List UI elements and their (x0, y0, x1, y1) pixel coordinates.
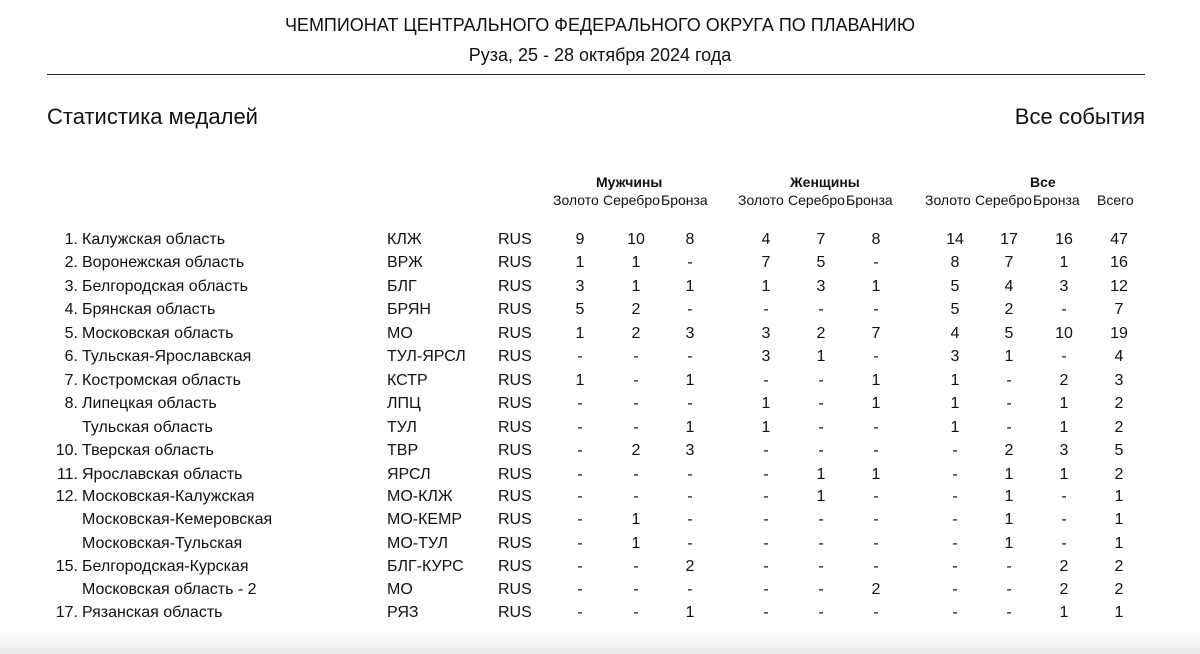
row-country: RUS (498, 278, 532, 295)
cell-all-bronze: 1 (1059, 419, 1069, 436)
cell-all-silver: 17 (1000, 231, 1018, 248)
header-rule (47, 74, 1145, 75)
cell-men-silver: 1 (631, 511, 641, 528)
table-row (0, 581, 1200, 604)
cell-women-bronze: - (873, 488, 879, 505)
cell-women-gold: - (763, 604, 769, 621)
cell-men-gold: - (577, 511, 583, 528)
cell-men-gold: - (577, 348, 583, 365)
cell-men-silver: 10 (627, 231, 645, 248)
row-team-code: ЯРСЛ (387, 466, 431, 483)
row-rank: 2. (64, 254, 78, 271)
cell-women-silver: 1 (816, 466, 826, 483)
row-team-name: Московская-Кемеровская (82, 511, 273, 528)
cell-all-silver: 1 (1004, 466, 1014, 483)
cell-all-bronze: 2 (1059, 372, 1069, 389)
row-country: RUS (498, 254, 532, 271)
cell-women-bronze: - (873, 535, 879, 552)
row-rank: 5. (64, 325, 78, 342)
cell-men-silver: - (633, 372, 639, 389)
subhead-men-gold: Золото (553, 192, 599, 208)
cell-men-silver: - (633, 466, 639, 483)
document-title: ЧЕМПИОНАТ ЦЕНТРАЛЬНОГО ФЕДЕРАЛЬНОГО ОКРУГА ПО ПЛАВАНИЮ (284, 15, 916, 35)
subhead-men-silver: Серебро (603, 192, 660, 208)
row-rank: 17. (55, 604, 78, 621)
cell-all-total: 47 (1110, 231, 1128, 248)
cell-men-silver: 1 (631, 254, 641, 271)
section-title: Статистика медалей (47, 104, 258, 129)
cell-all-bronze: 1 (1059, 395, 1069, 412)
cell-men-bronze: - (687, 395, 693, 412)
cell-men-silver: 1 (631, 278, 641, 295)
row-country: RUS (498, 511, 532, 528)
cell-women-silver: 7 (816, 231, 826, 248)
cell-all-bronze: 2 (1059, 558, 1069, 575)
cell-women-silver: 1 (816, 488, 826, 505)
cell-women-silver: - (818, 511, 824, 528)
cell-women-gold: 4 (761, 231, 771, 248)
cell-women-gold: - (763, 511, 769, 528)
cell-men-silver: - (633, 604, 639, 621)
row-rank: 10. (55, 442, 78, 459)
row-country: RUS (498, 301, 532, 318)
table-row (0, 419, 1200, 442)
cell-all-bronze: 1 (1059, 254, 1069, 271)
cell-men-bronze: - (687, 511, 693, 528)
cell-men-bronze: 1 (685, 278, 695, 295)
cell-men-silver: - (633, 348, 639, 365)
cell-all-bronze: 3 (1059, 442, 1069, 459)
row-team-name: Тверская область (82, 442, 214, 459)
cell-women-bronze: - (873, 442, 879, 459)
subhead-men-bronze: Бронза (661, 192, 708, 208)
row-team-name: Тульская-Ярославская (82, 348, 252, 365)
cell-women-bronze: 7 (871, 325, 881, 342)
table-row (0, 511, 1200, 534)
cell-men-bronze: 3 (685, 325, 695, 342)
cell-all-total: 2 (1114, 558, 1124, 575)
cell-all-total: 5 (1114, 442, 1124, 459)
cell-all-total: 4 (1114, 348, 1124, 365)
cell-women-bronze: - (873, 301, 879, 318)
cell-women-silver: - (818, 419, 824, 436)
row-team-code: БЛГ (387, 278, 417, 295)
table-row (0, 535, 1200, 558)
cell-men-gold: - (577, 604, 583, 621)
table-row (0, 488, 1200, 511)
cell-all-gold: 3 (950, 348, 960, 365)
cell-women-bronze: 1 (871, 466, 881, 483)
row-country: RUS (498, 231, 532, 248)
cell-all-gold: - (952, 535, 958, 552)
table-row (0, 466, 1200, 489)
cell-men-gold: 1 (575, 325, 585, 342)
cell-all-silver: - (1006, 581, 1012, 598)
cell-women-gold: 3 (761, 325, 771, 342)
row-team-code: БРЯН (387, 301, 431, 318)
row-rank: 8. (64, 395, 78, 412)
cell-all-gold: 5 (950, 278, 960, 295)
cell-all-bronze: - (1061, 511, 1067, 528)
cell-all-bronze: - (1061, 535, 1067, 552)
cell-women-silver: - (818, 558, 824, 575)
cell-all-total: 2 (1114, 395, 1124, 412)
table-row (0, 395, 1200, 418)
table-row (0, 231, 1200, 254)
subhead-all-total: Всего (1097, 192, 1134, 208)
cell-men-gold: - (577, 488, 583, 505)
row-rank: 6. (64, 348, 78, 365)
row-team-code: ЛПЦ (387, 395, 421, 412)
document-subtitle: Руза, 25 - 28 октября 2024 года (468, 45, 732, 65)
row-team-code: ТВР (387, 442, 419, 459)
cell-women-gold: - (763, 558, 769, 575)
cell-all-total: 1 (1114, 535, 1124, 552)
row-team-name: Белгородская-Курская (82, 558, 249, 575)
cell-women-bronze: 1 (871, 372, 881, 389)
cell-men-bronze: - (687, 581, 693, 598)
cell-women-bronze: 2 (871, 581, 881, 598)
row-country: RUS (498, 535, 532, 552)
row-country: RUS (498, 395, 532, 412)
cell-all-gold: 8 (950, 254, 960, 271)
cell-women-gold: - (763, 466, 769, 483)
group-header-women: Женщины (790, 174, 860, 190)
table-row (0, 278, 1200, 301)
row-team-code: МО-КЕМР (387, 511, 463, 528)
cell-women-silver: 2 (816, 325, 826, 342)
row-rank: 15. (55, 558, 78, 575)
cell-all-gold: 4 (950, 325, 960, 342)
row-team-code: КСТР (387, 372, 428, 389)
cell-men-bronze: - (687, 466, 693, 483)
row-team-name: Московская область (82, 325, 234, 342)
cell-men-bronze: 8 (685, 231, 695, 248)
row-rank: 3. (64, 278, 78, 295)
row-country: RUS (498, 558, 532, 575)
page-bottom-edge (0, 630, 1200, 654)
cell-women-gold: 1 (761, 278, 771, 295)
row-country: RUS (498, 442, 532, 459)
cell-all-bronze: 3 (1059, 278, 1069, 295)
table-row (0, 442, 1200, 465)
cell-men-silver: 2 (631, 301, 641, 318)
cell-all-total: 3 (1114, 372, 1124, 389)
cell-women-silver: 1 (816, 348, 826, 365)
cell-women-gold: 1 (761, 395, 771, 412)
cell-men-silver: 1 (631, 535, 641, 552)
cell-all-gold: - (952, 511, 958, 528)
row-country: RUS (498, 488, 532, 505)
cell-all-total: 1 (1114, 511, 1124, 528)
cell-men-bronze: - (687, 535, 693, 552)
table-row (0, 604, 1200, 627)
cell-women-silver: 5 (816, 254, 826, 271)
cell-men-silver: - (633, 558, 639, 575)
cell-all-silver: 7 (1004, 254, 1014, 271)
row-team-name: Белгородская область (82, 278, 248, 295)
row-country: RUS (498, 372, 532, 389)
cell-men-gold: - (577, 535, 583, 552)
cell-all-gold: - (952, 442, 958, 459)
cell-women-silver: - (818, 535, 824, 552)
cell-women-silver: - (818, 581, 824, 598)
row-team-code: МО (387, 325, 413, 342)
cell-men-bronze: - (687, 488, 693, 505)
cell-all-gold: 5 (950, 301, 960, 318)
cell-men-bronze: 3 (685, 442, 695, 459)
cell-all-bronze: 16 (1055, 231, 1073, 248)
cell-all-gold: 1 (950, 372, 960, 389)
cell-all-total: 1 (1114, 604, 1124, 621)
cell-women-gold: - (763, 372, 769, 389)
cell-all-total: 2 (1114, 581, 1124, 598)
row-rank: 11. (56, 466, 78, 483)
cell-all-bronze: 1 (1059, 604, 1069, 621)
cell-all-silver: 4 (1004, 278, 1014, 295)
cell-men-gold: - (577, 466, 583, 483)
cell-all-gold: - (952, 558, 958, 575)
row-team-name: Воронежская область (82, 254, 245, 271)
row-team-code: КЛЖ (387, 231, 422, 248)
cell-women-silver: - (818, 604, 824, 621)
cell-women-bronze: 8 (871, 231, 881, 248)
cell-all-total: 2 (1114, 466, 1124, 483)
cell-women-silver: - (818, 301, 824, 318)
cell-men-silver: - (633, 419, 639, 436)
cell-women-bronze: - (873, 348, 879, 365)
row-rank: 4. (64, 301, 78, 318)
row-country: RUS (498, 325, 532, 342)
cell-women-gold: - (763, 488, 769, 505)
row-rank: 12. (55, 488, 78, 505)
cell-men-silver: 2 (631, 325, 641, 342)
cell-men-bronze: - (687, 254, 693, 271)
cell-women-bronze: - (873, 604, 879, 621)
cell-men-silver: - (633, 395, 639, 412)
cell-men-gold: - (577, 395, 583, 412)
cell-all-total: 2 (1114, 419, 1124, 436)
cell-all-bronze: 1 (1059, 466, 1069, 483)
cell-women-silver: - (818, 395, 824, 412)
subhead-all-silver: Серебро (975, 192, 1032, 208)
cell-all-gold: 14 (946, 231, 964, 248)
cell-all-silver: 1 (1004, 488, 1014, 505)
cell-women-silver: - (818, 372, 824, 389)
table-row (0, 372, 1200, 395)
cell-men-gold: 3 (575, 278, 585, 295)
cell-women-bronze: - (873, 254, 879, 271)
subhead-women-bronze: Бронза (846, 192, 893, 208)
cell-women-gold: - (763, 581, 769, 598)
cell-all-gold: - (952, 581, 958, 598)
subhead-women-silver: Серебро (788, 192, 845, 208)
row-country: RUS (498, 604, 532, 621)
cell-men-bronze: 2 (685, 558, 695, 575)
cell-all-gold: 1 (950, 419, 960, 436)
cell-all-bronze: - (1061, 348, 1067, 365)
row-team-name: Липецкая область (82, 395, 217, 412)
cell-men-gold: 5 (575, 301, 585, 318)
cell-all-silver: - (1006, 395, 1012, 412)
cell-men-gold: - (577, 581, 583, 598)
row-team-name: Брянская область (82, 301, 216, 318)
table-row (0, 325, 1200, 348)
cell-women-bronze: 1 (871, 395, 881, 412)
row-team-code: ТУЛ-ЯРСЛ (387, 348, 466, 365)
cell-women-gold: 1 (761, 419, 771, 436)
cell-women-gold: - (763, 442, 769, 459)
row-team-name: Рязанская область (82, 604, 223, 621)
cell-men-bronze: 1 (685, 419, 695, 436)
cell-women-bronze: - (873, 511, 879, 528)
row-country: RUS (498, 348, 532, 365)
cell-all-silver: 5 (1004, 325, 1014, 342)
subhead-all-gold: Золото (925, 192, 971, 208)
cell-all-silver: 1 (1004, 348, 1014, 365)
cell-all-silver: 1 (1004, 511, 1014, 528)
cell-women-gold: 7 (761, 254, 771, 271)
cell-men-gold: - (577, 442, 583, 459)
cell-all-bronze: - (1061, 301, 1067, 318)
row-team-name: Ярославская область (82, 466, 243, 483)
row-team-name: Московская-Тульская (82, 535, 243, 552)
cell-men-gold: 9 (575, 231, 585, 248)
cell-men-gold: - (577, 558, 583, 575)
cell-women-silver: 3 (816, 278, 826, 295)
row-rank: 1. (64, 231, 78, 248)
row-team-code: ТУЛ (387, 419, 417, 436)
cell-all-bronze: 10 (1055, 325, 1073, 342)
cell-men-gold: - (577, 419, 583, 436)
cell-all-bronze: 2 (1059, 581, 1069, 598)
cell-all-total: 12 (1110, 278, 1128, 295)
cell-men-bronze: - (687, 348, 693, 365)
row-team-code: МО-ТУЛ (387, 535, 449, 552)
cell-all-silver: 1 (1004, 535, 1014, 552)
cell-all-silver: 2 (1004, 442, 1014, 459)
cell-all-bronze: - (1061, 488, 1067, 505)
cell-women-bronze: - (873, 419, 879, 436)
row-country: RUS (498, 419, 532, 436)
subhead-all-bronze: Бронза (1033, 192, 1080, 208)
group-header-men: Мужчины (596, 174, 663, 190)
cell-men-silver: - (633, 488, 639, 505)
cell-all-silver: - (1006, 604, 1012, 621)
cell-women-silver: - (818, 442, 824, 459)
row-country: RUS (498, 466, 532, 483)
row-team-name: Костромская область (82, 372, 241, 389)
cell-all-silver: 2 (1004, 301, 1014, 318)
row-team-code: МО-КЛЖ (387, 488, 453, 505)
cell-all-gold: - (952, 466, 958, 483)
row-team-name: Калужская область (82, 231, 226, 248)
cell-all-total: 16 (1110, 254, 1128, 271)
cell-men-bronze: 1 (685, 372, 695, 389)
cell-men-gold: 1 (575, 254, 585, 271)
table-row (0, 301, 1200, 324)
row-country: RUS (498, 581, 532, 598)
row-team-name: Московская-Калужская (82, 488, 255, 505)
cell-all-gold: - (952, 488, 958, 505)
section-scope: Все события (1014, 104, 1145, 129)
cell-men-bronze: 1 (685, 604, 695, 621)
row-team-code: БЛГ-КУРС (387, 558, 464, 575)
subhead-women-gold: Золото (738, 192, 784, 208)
table-row (0, 254, 1200, 277)
cell-all-total: 7 (1114, 301, 1124, 318)
row-team-code: ВРЖ (387, 254, 423, 271)
row-team-code: РЯЗ (387, 604, 419, 621)
cell-all-gold: - (952, 604, 958, 621)
cell-women-bronze: - (873, 558, 879, 575)
cell-women-bronze: 1 (871, 278, 881, 295)
row-team-name: Московская область - 2 (82, 581, 257, 598)
cell-all-gold: 1 (950, 395, 960, 412)
table-row (0, 558, 1200, 581)
cell-women-gold: - (763, 535, 769, 552)
cell-all-silver: - (1006, 558, 1012, 575)
cell-all-total: 19 (1110, 325, 1128, 342)
cell-women-gold: 3 (761, 348, 771, 365)
row-rank: 7. (64, 372, 78, 389)
cell-all-silver: - (1006, 419, 1012, 436)
cell-all-total: 1 (1114, 488, 1124, 505)
cell-women-gold: - (763, 301, 769, 318)
row-team-name: Тульская область (82, 419, 213, 436)
table-row (0, 348, 1200, 371)
row-team-code: МО (387, 581, 413, 598)
cell-all-silver: - (1006, 372, 1012, 389)
cell-men-silver: - (633, 581, 639, 598)
cell-men-gold: 1 (575, 372, 585, 389)
group-header-all: Все (1030, 174, 1056, 190)
cell-men-silver: 2 (631, 442, 641, 459)
cell-men-bronze: - (687, 301, 693, 318)
